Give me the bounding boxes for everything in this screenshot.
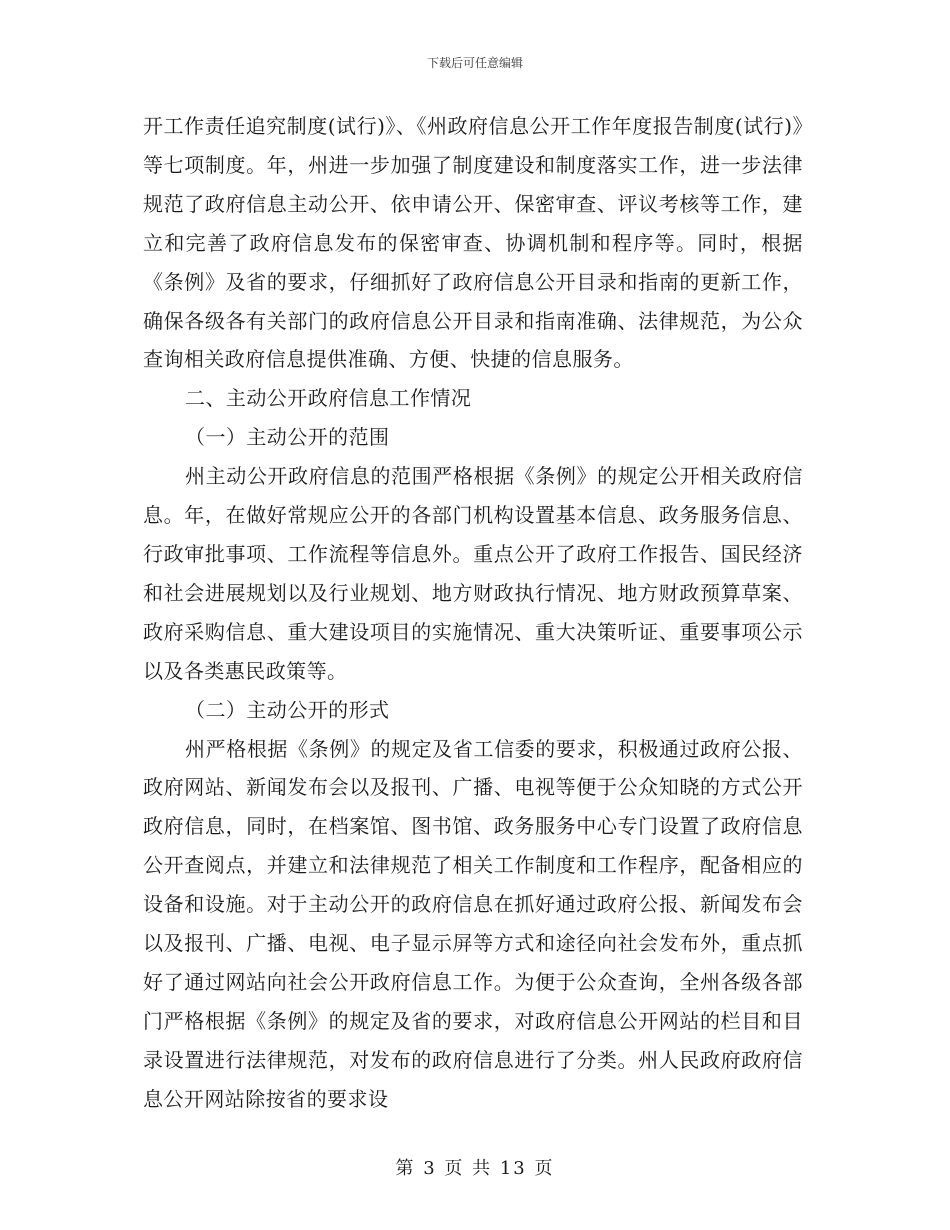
paragraph-forms: 州严格根据《条例》的规定及省工信委的要求，积极通过政府公报、政府网站、新闻发布会以及报刊、广播、电视等便于公众知晓的方式公开政府信息，同时，在档案馆、图书馆、政务服务中心专门设置了政府信息公开查阅点，并建立和法律规范了相关工作制度和工作程序，配备相应的设备和设施。对于主动公开的政府信息在抓好通过政府公报、新闻发布会以及报刊、广播、电视、电子显示屏等方式和途径向社会发布外，重点抓好了通过网站向社会公开政府信息工作。为便于公众查询，全州各级各部门严格根据《条例》的规定及省的要求，对政府信息公开网站的栏目和目录设置进行法律规范，对发布的政府信息进行了分类。州人民政府政府信息公开网站除按省的要求设	[143, 736, 803, 1111]
page-header-note: 下载后可任意编辑	[426, 56, 523, 70]
page-number-footer: 第 3 页 共 13 页	[395, 1158, 555, 1179]
subsection-heading-2: （二）主动公开的形式	[185, 697, 390, 722]
paragraph-scope: 州主动公开政府信息的范围严格根据《条例》的规定公开相关政府信息。年，在做好常规应公开的各部门机构设置基本信息、政务服务信息、行政审批事项、工作流程等信息外。重点公开了政府工作报告、国民经济和社会进展规划以及行业规划、地方财政执行情况、地方财政预算草案、政府采购信息、重大建设项目的实施情况、重大决策听证、重要事项公示以及各类惠民政策等。	[143, 464, 803, 683]
document-body	[143, 107, 803, 1119]
subsection-heading-1: （一）主动公开的范围	[185, 425, 390, 450]
paragraph-continuation: 开工作责任追究制度(试行)》、《州政府信息公开工作年度报告制度(试行)》等七项制度。年，州进一步加强了制度建设和制度落实工作，进一步法律规范了政府信息主动公开、依申请公开、保密审查、评议考核等工作，建立和完善了政府信息发布的保密审查、协调机制和程序等。同时，根据《条例》及省的要求，仔细抓好了政府信息公开目录和指南的更新工作，确保各级各有关部门的政府信息公开目录和指南准确、法律规范，为公众查询相关政府信息提供准确、方便、快捷的信息服务。	[143, 114, 803, 372]
section-heading-2: 二、主动公开政府信息工作情况	[185, 386, 472, 411]
